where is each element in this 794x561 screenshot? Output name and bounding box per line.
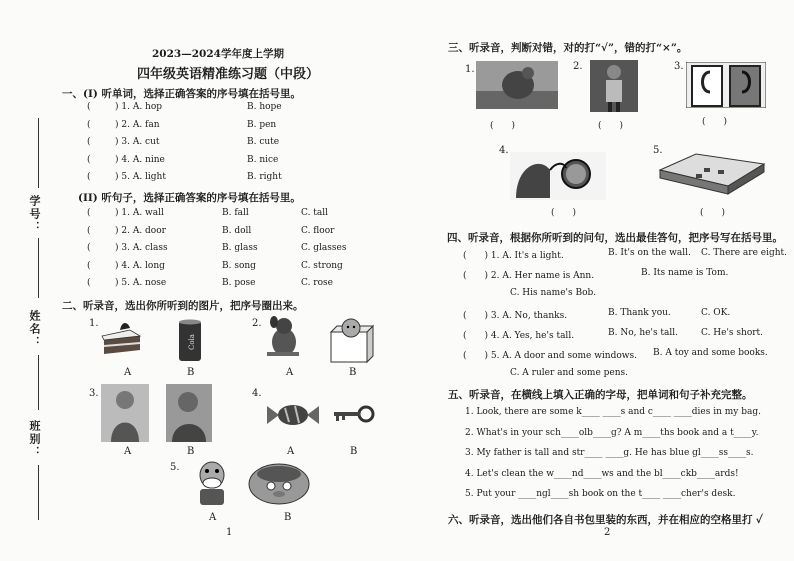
fill-blank-line[interactable]: 5. Put your ____ngl____sh book on the t____ ____cher's desk. xyxy=(465,489,736,499)
answer-bracket[interactable]: ( xyxy=(87,119,91,130)
question-option-a: ) 1. A. wall xyxy=(115,208,164,218)
svg-text:Cola: Cola xyxy=(188,334,196,350)
fill-blank-line[interactable]: 1. Look, there are some k____ ____s and c____ ____dies in my bag. xyxy=(465,407,761,417)
answer-bracket[interactable]: ( xyxy=(87,154,91,165)
s2-label-3b: B xyxy=(187,446,195,457)
binding-line-end xyxy=(38,465,39,520)
question-option-c: C. tall xyxy=(301,208,329,218)
s2-label-2b: B xyxy=(349,367,357,378)
question-option-a: ) 5. A. light xyxy=(115,172,166,182)
fill-blank-line[interactable]: 2. What's in your sch____olb____g? A m____ths book and a t____y. xyxy=(465,427,759,438)
binding-line-mid xyxy=(38,238,39,298)
answer-option-c: C. A ruler and some pens. xyxy=(510,368,629,378)
question-option-a: ) 2. A. door xyxy=(115,225,166,236)
question-option-b: B. cute xyxy=(247,137,280,147)
s3-num-5: 5. xyxy=(653,145,663,156)
dog-in-box-picture[interactable] xyxy=(327,316,375,364)
s2-num-4: 4. xyxy=(252,388,262,399)
s3-answer-2[interactable]: ( ) xyxy=(598,121,624,131)
s3-answer-1[interactable]: ( ) xyxy=(490,121,516,131)
answer-option-a[interactable]: ( ) 3. A. No, thanks. xyxy=(463,311,568,321)
s2-label-5b: B xyxy=(284,512,292,523)
tall-girl-picture[interactable] xyxy=(590,60,638,112)
name-label: 姓名： xyxy=(28,310,41,349)
answer-option-c: C. There are eight. xyxy=(701,248,787,258)
question-option-b: B. song xyxy=(222,260,256,271)
question-option-c: C. floor xyxy=(301,225,335,236)
s2-num-3: 3. xyxy=(89,388,99,399)
nose-glasses-picture[interactable] xyxy=(510,152,606,200)
cola-can-picture[interactable] xyxy=(175,318,205,363)
answer-option-b: B. Thank you. xyxy=(608,308,671,318)
s2-label-4b: B xyxy=(350,446,358,457)
s3-num-4: 4. xyxy=(499,145,509,156)
question-option-c: C. strong xyxy=(301,260,343,271)
answer-option-b: B. A toy and some books. xyxy=(653,348,768,358)
question-option-a: ) 3. A. cut xyxy=(115,137,160,147)
answer-option-b: B. No, he's tall. xyxy=(608,328,679,338)
question-option-b: B. pose xyxy=(222,278,256,288)
cake-picture[interactable] xyxy=(100,318,145,358)
question-option-b: B. glass xyxy=(222,243,258,253)
answer-option-a[interactable]: ( ) 5. A. A door and some windows. xyxy=(463,351,637,361)
answer-bracket[interactable]: ( xyxy=(87,225,91,236)
s2-label-5a: A xyxy=(209,512,217,523)
question-option-c: C. rose xyxy=(301,278,333,288)
key-picture[interactable] xyxy=(330,404,376,424)
answer-bracket[interactable]: ( xyxy=(87,137,91,147)
answer-option-c: C. He's short. xyxy=(701,328,764,338)
s2-label-1b: B xyxy=(187,367,195,378)
section1-part2-title: (II) 听句子，选择正确答案的序号填在括号里。 xyxy=(78,192,301,204)
binding-line-top xyxy=(38,118,39,188)
question-option-a: ) 2. A. fan xyxy=(115,119,160,130)
section5-title: 五、听录音，在横线上填入正确的字母，把单词和句子补充完整。 xyxy=(448,389,753,401)
answer-bracket[interactable]: ( xyxy=(87,102,91,112)
question-option-b: B. doll xyxy=(222,225,252,236)
fill-blank-line[interactable]: 3. My father is tall and str____ ____g. He has blue gl____ss____s. xyxy=(465,448,754,458)
door-picture[interactable] xyxy=(686,62,766,108)
answer-bracket[interactable]: ( xyxy=(87,208,91,218)
question-option-b: B. right xyxy=(247,172,282,182)
s2-label-4a: A xyxy=(287,446,295,457)
s2-label-1a: A xyxy=(124,367,132,378)
page-number-1: 1 xyxy=(226,527,233,538)
answer-bracket[interactable]: ( xyxy=(87,260,91,271)
s2-label-2a: A xyxy=(286,367,294,378)
question-option-b: B. nice xyxy=(247,154,279,165)
section2-title: 二、听录音，选出你所听到的图片，把序号圈出来。 xyxy=(62,300,304,312)
question-option-a: ) 3. A. class xyxy=(115,243,168,253)
answer-bracket[interactable]: ( xyxy=(87,243,91,253)
question-option-a: ) 1. A. hop xyxy=(115,102,163,112)
year-title: 2023—2024学年度上学期 xyxy=(152,48,284,60)
answer-option-c: C. His name's Bob. xyxy=(510,288,597,298)
answer-option-b: B. It's on the wall. xyxy=(608,248,691,258)
exam-no-label: 学号： xyxy=(28,195,41,234)
binding-line-bottom xyxy=(38,355,39,410)
s2-num-1: 1. xyxy=(89,318,99,329)
girl-sitting-picture[interactable] xyxy=(476,61,558,109)
answer-option-c: C. OK. xyxy=(701,308,731,318)
page-number-2: 2 xyxy=(604,527,611,538)
s3-num-2: 2. xyxy=(573,61,583,72)
question-option-b: B. fall xyxy=(222,208,249,218)
question-option-a: ) 4. A. long xyxy=(115,260,165,271)
section3-title: 三、听录音，判断对错，对的打“√”，错的打“×”。 xyxy=(448,42,688,54)
classroom-picture[interactable] xyxy=(656,150,768,196)
answer-option-a[interactable]: ( ) 4. A. Yes, he's tall. xyxy=(463,331,575,341)
candy-picture[interactable] xyxy=(265,402,321,428)
section1-title: 一、(I) 听单词，选择正确答案的序号填在括号里。 xyxy=(62,88,302,100)
answer-option-a[interactable]: ( ) 2. A. Her name is Ann. xyxy=(463,271,595,281)
fill-blank-line[interactable]: 4. Let's clean the w____nd____ws and the bl____ckb____ards! xyxy=(465,468,739,479)
answer-bracket[interactable]: ( xyxy=(87,278,91,288)
question-option-a: ) 4. A. nine xyxy=(115,154,165,165)
s3-answer-3[interactable]: ( ) xyxy=(702,117,728,127)
question-option-c: C. glasses xyxy=(301,243,347,253)
dog-picture[interactable] xyxy=(262,316,307,362)
question-option-b: B. hope xyxy=(247,102,282,112)
answer-option-b: B. Its name is Tom. xyxy=(641,268,729,278)
s3-answer-4[interactable]: ( ) xyxy=(551,208,577,218)
s3-num-1: 1. xyxy=(465,64,475,75)
s2-label-3a: A xyxy=(124,446,132,457)
s3-answer-5[interactable]: ( ) xyxy=(700,208,726,218)
answer-option-a[interactable]: ( ) 1. A. It's a light. xyxy=(463,251,564,261)
s2-num-5: 5. xyxy=(170,462,180,473)
question-option-a: ) 5. A. nose xyxy=(115,278,167,288)
boy-picture[interactable] xyxy=(166,384,212,442)
s3-num-3: 3. xyxy=(674,61,684,72)
section4-title: 四、听录音，根据你所听到的问句，选出最佳答句，把序号写在括号里。 xyxy=(447,232,783,244)
main-title: 四年级英语精准练习题（中段） xyxy=(137,67,320,82)
answer-bracket[interactable]: ( xyxy=(87,172,91,182)
hamster-toy-picture[interactable] xyxy=(246,458,312,506)
section6-title: 六、听录音，选出他们各自书包里装的东西，并在相应的空格里打 ✓ xyxy=(448,514,763,526)
question-option-b: B. pen xyxy=(247,119,277,130)
boy-glasses-picture[interactable] xyxy=(101,384,149,442)
class-label: 班别： xyxy=(28,420,41,459)
s2-num-2: 2. xyxy=(252,318,262,329)
duck-toy-picture[interactable] xyxy=(192,459,232,507)
